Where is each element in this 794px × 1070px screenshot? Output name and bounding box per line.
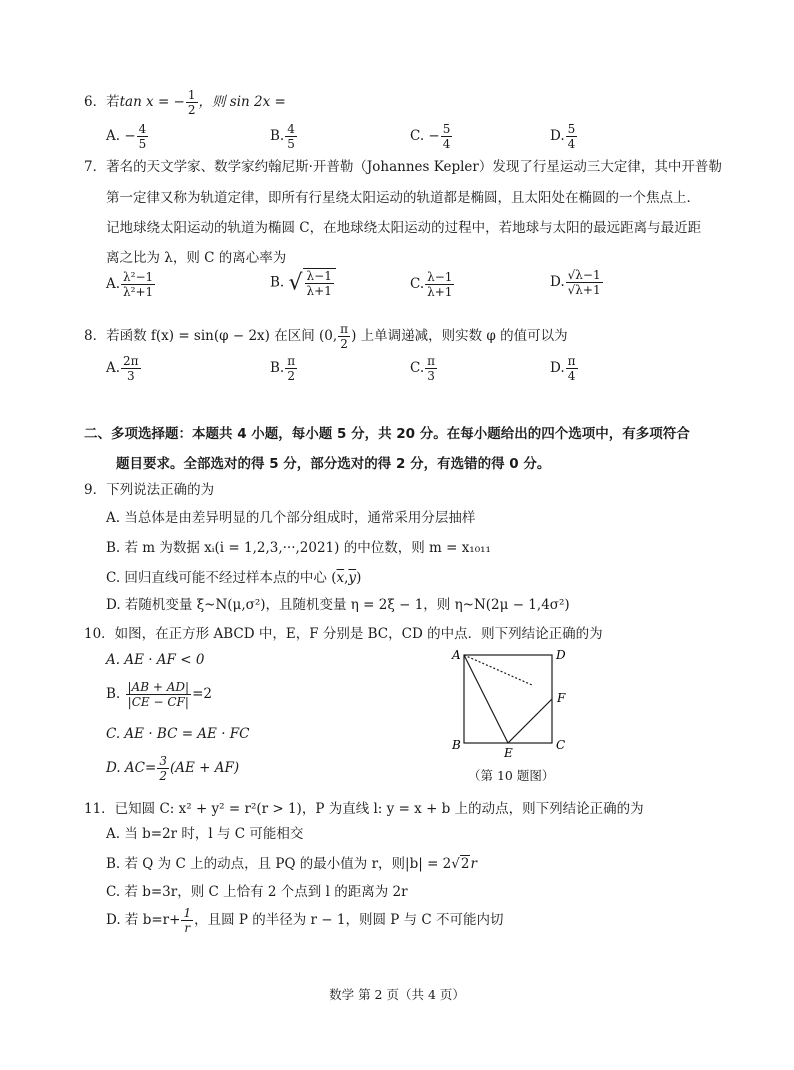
square-abcd <box>464 655 552 743</box>
label-e: E <box>504 746 513 760</box>
segment-ae <box>464 655 508 743</box>
question-10-option-b: B. $\frac{|AB + AD|}{|CE - CF|}$ =2 <box>106 680 212 709</box>
question-11-option-b: B. 若 Q 为 C 上的动点，且 PQ 的最小值为 r，则|b| = 2√2r <box>106 856 477 872</box>
question-8-option-c: C. $\frac{\pi}{3}$ <box>410 354 436 383</box>
question-11-option-c: C. 若 b=3r，则 C 上恰有 2 个点到 l 的距离为 2r <box>106 884 408 900</box>
question-10-option-c: C. AE · BC = AE · FC <box>106 726 250 742</box>
question-6-option-b: B. $\frac{4}{5}$ <box>270 122 295 151</box>
page-footer: 数学 第 2 页（共 4 页） <box>329 987 465 1002</box>
question-6-option-a: A. − $\frac{4}{5}$ <box>106 122 147 151</box>
segment-ef <box>508 699 552 743</box>
question-9-option-c: C. 回归直线可能不经过样本点的中心 $(\overline{x},\overline{y})$ <box>106 570 362 586</box>
question-8-stem: 8．若函数 f(x) = sin(φ − 2x) 在区间 (0, $\frac{\pi}{2}$ ) 上单调递减，则实数 φ 的值可以为 <box>84 322 568 351</box>
square-abcd-figure <box>448 645 578 760</box>
question-7-line-3: 记地球绕太阳运动的轨道为椭圆 C，在地球绕太阳运动的过程中，若地球与太阳的最远距离与最近距 <box>106 220 702 236</box>
question-7-line-1: 7．著名的天文学家、数学家约翰尼斯·开普勒（Johannes Kepler）发现了行星运动三大定律，其中开普勒 <box>84 159 722 175</box>
question-8-option-a: A. $\frac{2\pi}{3}$ <box>106 354 139 383</box>
question-10-stem: 10．如图，在正方形 ABCD 中，E，F 分别是 BC，CD 的中点．则下列结论正确的为 <box>84 626 603 642</box>
question-7-option-d: D. $\frac{√\lambda-1}{√\lambda+1}$ <box>550 268 601 297</box>
question-11-option-d: D. 若 b=r+ $\frac{1}{r}$ ，且圆 P 的半径为 r − 1，则圆 P 与 C 不可能内切 <box>106 906 504 935</box>
question-9-option-d: D. 若随机变量 ξ~N(μ,σ²)，且随机变量 η = 2ξ − 1，则 η~N(2μ − 1,4σ²) <box>106 597 570 613</box>
fraction: $\frac{1}{2}$ <box>187 88 196 117</box>
label-b: B <box>452 738 461 752</box>
section-2-instructions: 题目要求。全部选对的得 5 分，部分选对的得 2 分，有选错的得 0 分。 <box>116 456 551 472</box>
label-a: A <box>452 648 461 662</box>
question-7-line-2: 第一定律又称为轨道定律，即所有行星绕太阳运动的轨道都是椭圆，且太阳处在椭圆的一个焦点上． <box>106 190 700 206</box>
label-f: F <box>557 691 566 705</box>
question-9-option-a: A. 当总体是由差异明显的几个部分组成时，通常采用分层抽样 <box>106 510 476 526</box>
question-6-option-c: C. − $\frac{5}{4}$ <box>410 122 451 151</box>
question-6-stem: 6．若tan x = − $\frac{1}{2}$ ，则 sin 2x = <box>84 88 286 117</box>
question-9-option-b: B. 若 m 为数据 xᵢ(i = 1,2,3,···,2021) 的中位数，则 m = x₁₀₁₁ <box>106 540 491 556</box>
question-7-option-a: A. $\frac{\text{λ²−1}}{\text{λ²+1}}$ <box>106 270 154 299</box>
question-11-stem: 11．已知圆 C: x² + y² = r²(r > 1)，P 为直线 l: y = x + b 上的动点，则下列结论正确的为 <box>84 801 644 817</box>
question-11-option-a: A. 当 b=2r 时，l 与 C 可能相交 <box>106 826 304 842</box>
question-9-stem: 9．下列说法正确的为 <box>84 482 215 498</box>
section-2-heading: 二、多项选择题：本题共 4 小题，每小题 5 分，共 20 分。在每小题给出的四个选项中，有多项符合 <box>84 426 690 442</box>
figure-caption: （第 10 题图） <box>468 768 555 783</box>
question-8-option-b: B. $\frac{\pi}{2}$ <box>270 354 296 383</box>
label-c: C <box>556 738 566 752</box>
label-d: D <box>556 648 566 662</box>
question-7-line-4: 离之比为 λ，则 C 的离心率为 <box>106 250 287 266</box>
question-8-option-d: D. $\frac{\pi}{4}$ <box>550 354 576 383</box>
question-7-option-c: C. $\frac{\lambda-1}{\lambda+1}$ <box>410 270 453 299</box>
question-10-option-d: D. AC= $\frac{3}{2}$ (AE + AF) <box>106 754 240 783</box>
question-10-option-a: A. AE · AF < 0 <box>106 652 205 668</box>
question-6-option-d: D. $\frac{5}{4}$ <box>550 122 576 151</box>
question-7-option-b: B. √ $\frac{\lambda-1}{\lambda+1}$ <box>270 268 336 298</box>
dotted-segment <box>464 655 532 685</box>
